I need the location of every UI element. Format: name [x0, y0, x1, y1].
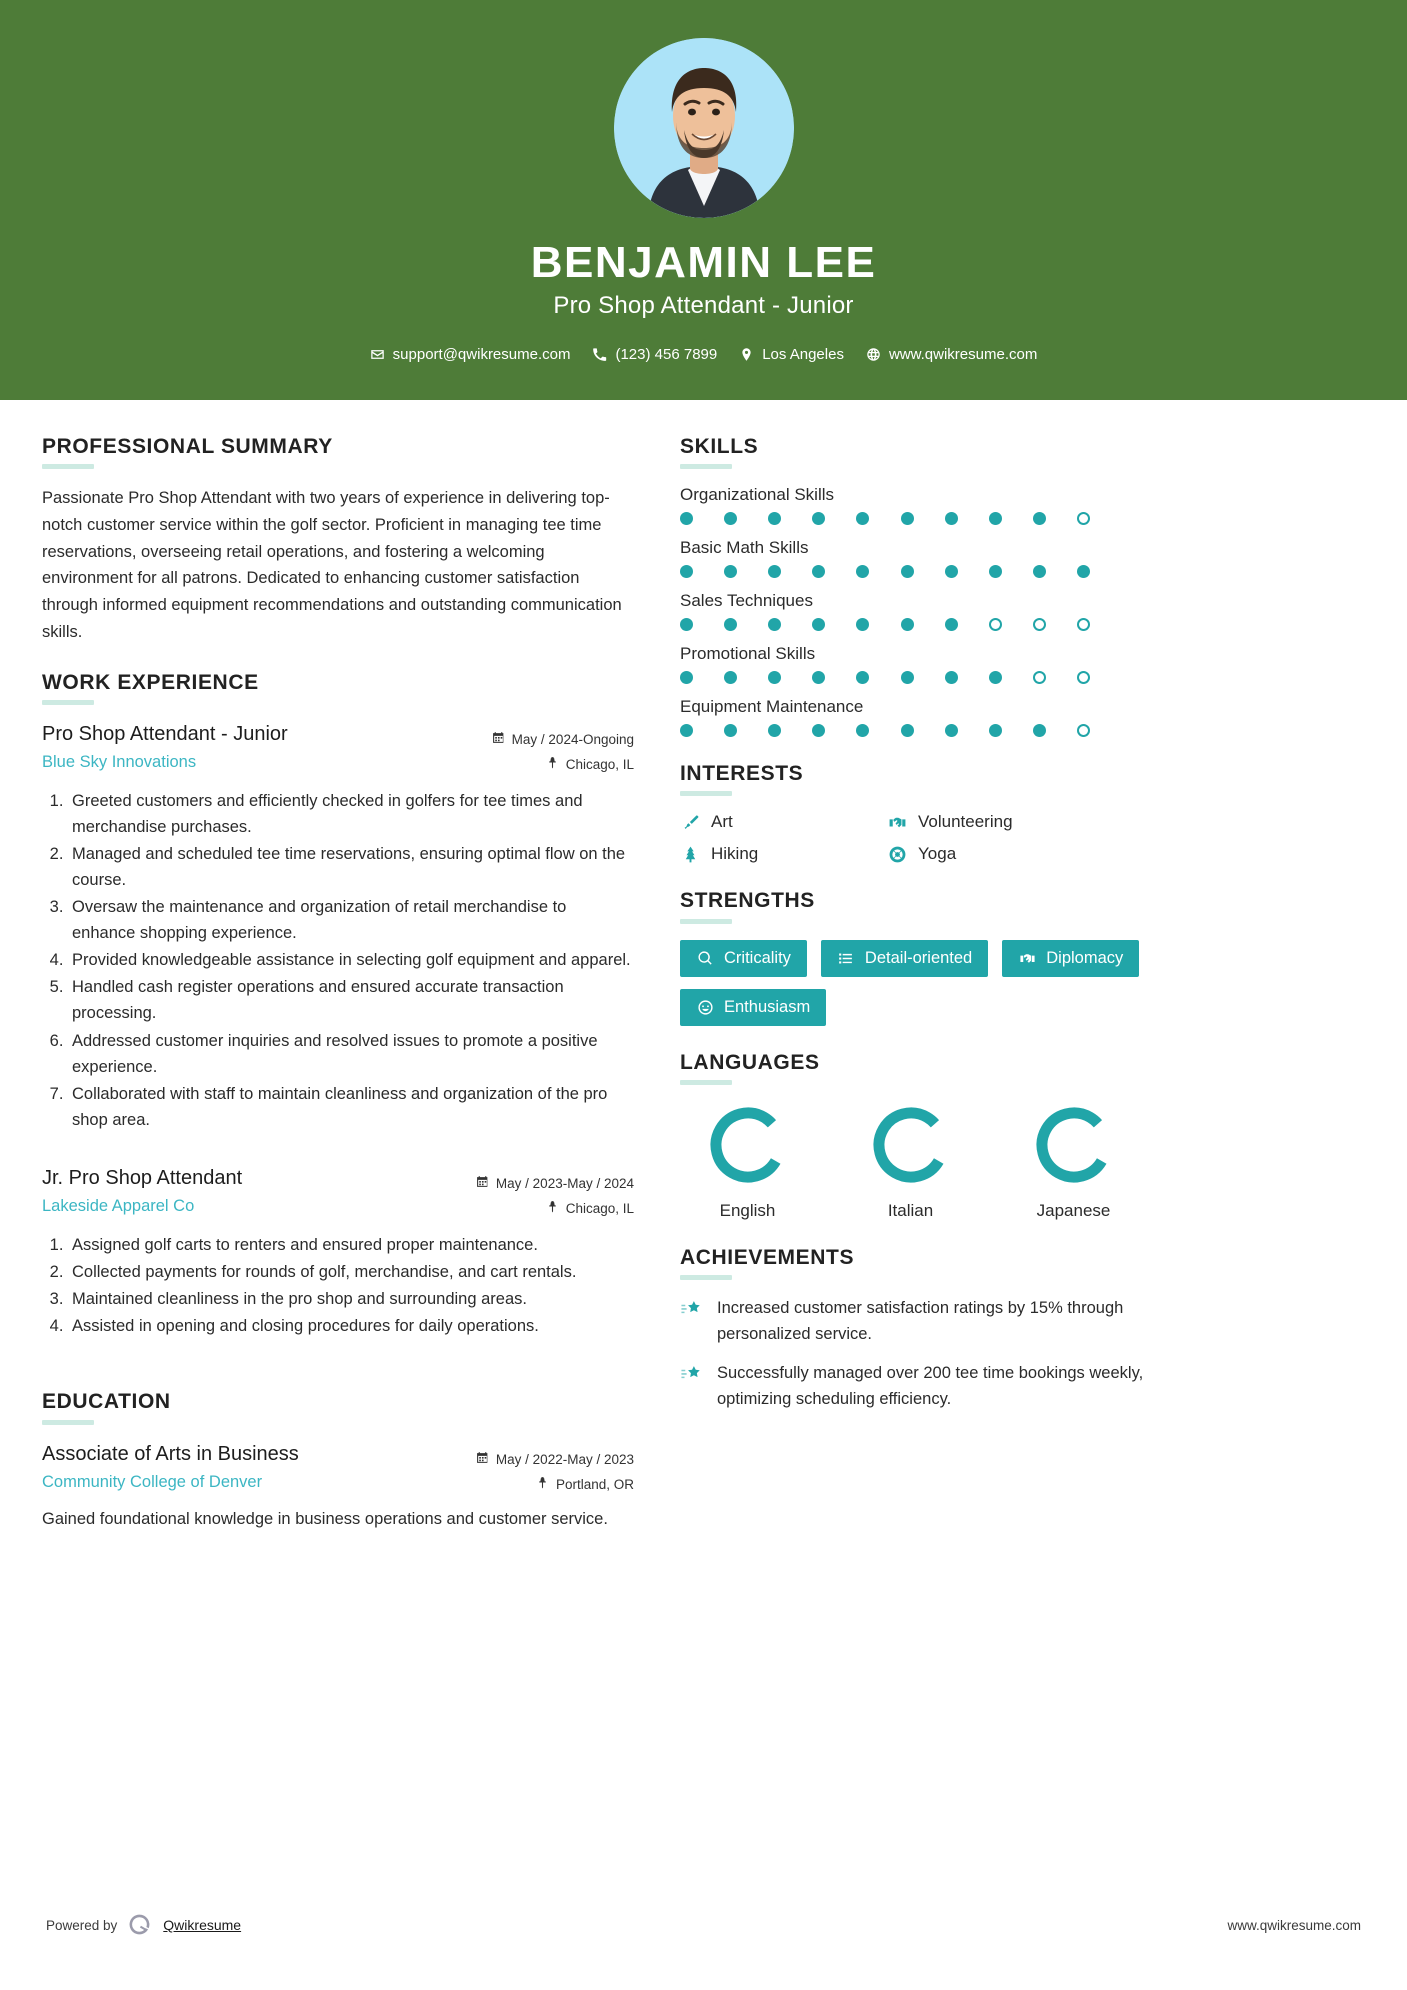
skill-rating-dot	[1033, 565, 1046, 578]
avatar	[614, 38, 794, 218]
education-dates: May / 2022-May / 2023	[495, 1451, 634, 1467]
qwikresume-logo-icon	[127, 1912, 153, 1938]
section-rule	[680, 919, 732, 924]
skill-rating-dot	[989, 724, 1002, 737]
skill-rating-dot	[901, 512, 914, 525]
language-label: English	[719, 1200, 776, 1220]
contact-location-text: Los Angeles	[762, 346, 844, 364]
education-entry	[42, 1441, 634, 1533]
achievement-text: Successfully managed over 200 tee time bookings weekly, optimizing scheduling efficiency.	[717, 1364, 1144, 1408]
work-organization[interactable]: Lakeside Apparel Co	[42, 1196, 195, 1215]
skill-rating-dot	[768, 512, 781, 525]
skill-rating-dot	[856, 671, 869, 684]
education-entry-left	[42, 1441, 476, 1494]
skill-rating-dot	[768, 565, 781, 578]
interest-label: Volunteering	[918, 812, 1013, 832]
skill-rating-dot	[901, 565, 914, 578]
skill-rating-dot	[812, 512, 825, 525]
section-title-strengths: STRENGTHS	[680, 889, 815, 913]
work-dates: May / 2024-Ongoing	[511, 731, 634, 747]
skill-rating-dot	[724, 618, 737, 631]
skill-rating-dot	[1077, 724, 1090, 737]
education-degree: Associate of Arts in Business	[42, 1442, 299, 1465]
skill-rating-dot	[724, 512, 737, 525]
skill-rating-dot	[680, 671, 693, 684]
handshake-icon	[887, 812, 907, 832]
work-dates: May / 2023-May / 2024	[495, 1175, 634, 1191]
section-achievements	[680, 1245, 1205, 1412]
skill-rating-dot	[856, 512, 869, 525]
work-bullet: 5. Handled cash register operations and ensured accurate transaction processing.	[68, 974, 634, 1026]
skill-rating-dot	[989, 618, 1002, 631]
work-entry-head	[42, 721, 634, 778]
skill-rating-dot	[1033, 512, 1046, 525]
interest-item	[887, 844, 1205, 864]
strength-label: Enthusiasm	[724, 997, 811, 1016]
pin-icon	[546, 752, 559, 778]
work-entry	[42, 1165, 634, 1340]
section-rule	[42, 464, 94, 469]
map-pin-icon	[739, 347, 754, 362]
strength-label: Detail-oriented	[864, 948, 973, 967]
section-rule	[42, 700, 94, 705]
globe-icon	[866, 347, 881, 362]
skill-name: Promotional Skills	[680, 644, 816, 664]
skill-name: Organizational Skills	[680, 485, 835, 505]
section-title-work: WORK EXPERIENCE	[42, 670, 259, 694]
work-location-line	[492, 752, 634, 778]
phone-icon	[592, 347, 607, 362]
language-donut-chart	[704, 1101, 792, 1189]
work-bullet: 7. Collaborated with staff to maintain cleanliness and organization of the pro shop area.	[68, 1081, 634, 1133]
work-location: Chicago, IL	[565, 1201, 634, 1217]
work-bullet: 2. Managed and scheduled tee time reservations, ensuring optimal flow on the course.	[68, 841, 634, 893]
work-role: Jr. Pro Shop Attendant	[42, 1166, 243, 1189]
skill-rating-dot	[724, 565, 737, 578]
strength-chip-enthusiasm	[680, 989, 826, 1026]
section-title-languages: LANGUAGES	[680, 1050, 820, 1074]
skill-rating-dot	[680, 618, 693, 631]
interest-item	[887, 812, 1205, 832]
skill-rating-dot	[812, 618, 825, 631]
avatar-photo	[614, 38, 794, 218]
skill-name: Sales Techniques	[680, 591, 813, 611]
pin-icon	[536, 1472, 549, 1498]
skill-block	[680, 538, 1205, 578]
work-bullet: 2. Collected payments for rounds of golf, merchandise, and cart rentals.	[68, 1259, 634, 1285]
contact-phone[interactable]	[586, 346, 723, 363]
education-location: Portland, OR	[555, 1477, 634, 1493]
right-column	[680, 434, 1205, 1556]
strength-label: Criticality	[724, 948, 791, 967]
entry-spacer	[42, 1139, 634, 1165]
strength-chip-detail-oriented	[821, 940, 988, 977]
work-bullet: 4. Provided knowledgeable assistance in selecting golf equipment and apparel.	[68, 947, 634, 973]
section-title-interests: INTERESTS	[680, 762, 804, 786]
skill-rating-dot	[680, 724, 693, 737]
interest-label: Art	[711, 812, 733, 832]
skill-name: Equipment Maintenance	[680, 697, 864, 717]
footer	[0, 1912, 1407, 1938]
work-bullet: 1. Greeted customers and efficiently checked in golfers for tee times and merchandise purchases.	[68, 788, 634, 840]
calendar-icon	[492, 727, 505, 753]
skill-rating-dot	[680, 512, 693, 525]
resume-header	[0, 0, 1407, 400]
work-bullet: 4. Assisted in opening and closing procedures for daily operations.	[68, 1313, 634, 1339]
smiley-icon	[696, 998, 714, 1016]
interests-grid	[680, 812, 1205, 864]
work-bullet: 1. Assigned golf carts to renters and ensured proper maintenance.	[68, 1232, 634, 1258]
skill-rating-dot	[812, 671, 825, 684]
section-title-education: EDUCATION	[42, 1390, 171, 1414]
skill-rating-dot	[1077, 565, 1090, 578]
education-dates-line	[476, 1447, 634, 1473]
section-languages	[680, 1050, 1205, 1221]
interest-item	[680, 844, 887, 864]
section-rule	[680, 1080, 732, 1085]
interest-label: Yoga	[918, 844, 957, 864]
contact-website[interactable]	[860, 346, 1043, 363]
contact-website-text: www.qwikresume.com	[888, 346, 1038, 364]
skill-rating-row	[680, 724, 1090, 737]
skill-rating-dot	[680, 565, 693, 578]
skill-block	[680, 644, 1205, 684]
skill-rating-dot	[901, 671, 914, 684]
summary-text: Passionate Pro Shop Attendant with two years of experience in delivering top-notch customer service within the golf sector. Proficient in managing tee time reservations, overseeing retail operations, and fostering a welcoming environment for all patrons. Dedicated to enhancing customer satisfaction through informed equipment recommendations and outstanding communication skills.	[42, 489, 622, 641]
skill-block	[680, 697, 1205, 737]
work-entry-meta	[492, 721, 634, 778]
work-bullet: 6. Addressed customer inquiries and resolved issues to promote a positive experience.	[68, 1028, 634, 1080]
strength-chip-criticality	[680, 940, 807, 977]
achievement-item	[680, 1296, 1205, 1347]
interest-item	[680, 812, 887, 832]
section-education	[42, 1389, 634, 1532]
skill-rating-dot	[945, 671, 958, 684]
skill-block	[680, 591, 1205, 631]
section-title-summary: PROFESSIONAL SUMMARY	[42, 435, 333, 458]
footer-powered-by: Powered by	[46, 1917, 118, 1933]
section-professional-summary	[42, 434, 634, 646]
skill-rating-dot	[856, 618, 869, 631]
skill-rating-dot	[945, 565, 958, 578]
contact-phone-text: (123) 456 7899	[615, 346, 718, 364]
skill-rating-dot	[901, 618, 914, 631]
paintbrush-icon	[680, 812, 700, 832]
skill-rating-dot	[901, 724, 914, 737]
tree-icon	[680, 844, 700, 864]
skill-rating-row	[680, 618, 1090, 631]
section-title-skills: SKILLS	[680, 435, 759, 458]
work-entry-meta	[476, 1165, 634, 1222]
skill-block	[680, 485, 1205, 525]
skill-rating-dot	[1033, 671, 1046, 684]
handshake-icon	[1018, 949, 1036, 967]
work-bullet: 3. Oversaw the maintenance and organization of retail merchandise to enhance shopping experience.	[68, 894, 634, 946]
work-location: Chicago, IL	[565, 757, 634, 773]
skill-rating-row	[680, 671, 1090, 684]
skill-rating-dot	[812, 565, 825, 578]
work-organization[interactable]: Blue Sky Innovations	[42, 752, 197, 771]
footer-website[interactable]: www.qwikresume.com	[1227, 1917, 1361, 1933]
section-title-achievements: ACHIEVEMENTS	[680, 1245, 855, 1269]
work-dates-line	[492, 727, 634, 753]
skill-rating-dot	[812, 724, 825, 737]
work-bullet: 3. Maintained cleanliness in the pro shop and surrounding areas.	[68, 1286, 634, 1312]
language-item	[680, 1101, 815, 1221]
strength-chip-diplomacy	[1002, 940, 1139, 977]
achievement-item	[680, 1361, 1205, 1412]
skill-rating-dot	[856, 565, 869, 578]
skill-rating-dot	[768, 618, 781, 631]
skills-list	[680, 485, 1205, 737]
pin-icon	[546, 1196, 559, 1222]
section-rule	[42, 1420, 94, 1425]
skill-rating-row	[680, 512, 1090, 525]
education-entry-meta	[476, 1441, 634, 1498]
section-rule	[680, 1275, 732, 1280]
work-entry-head	[42, 1165, 634, 1222]
star-badge-icon	[680, 1298, 704, 1322]
skill-rating-dot	[945, 618, 958, 631]
language-donut-chart	[867, 1101, 955, 1189]
skill-rating-dot	[768, 671, 781, 684]
envelope-icon	[370, 347, 385, 362]
list-icon	[837, 949, 855, 967]
skill-rating-dot	[1033, 724, 1046, 737]
work-entry	[42, 721, 634, 1133]
language-donut-chart	[1030, 1101, 1118, 1189]
achievement-text: Increased customer satisfaction ratings by 15% through personalized service.	[717, 1298, 1124, 1343]
contact-location[interactable]	[733, 346, 850, 363]
skill-rating-dot	[989, 671, 1002, 684]
contact-email[interactable]	[364, 346, 577, 363]
header-job-title: Pro Shop Attendant - Junior	[553, 292, 854, 320]
skill-rating-dot	[945, 724, 958, 737]
work-entry-left	[42, 721, 492, 774]
language-item	[843, 1101, 978, 1221]
work-role: Pro Shop Attendant - Junior	[42, 722, 288, 745]
page-title: BENJAMIN LEE	[530, 238, 877, 287]
interest-label: Hiking	[711, 844, 759, 864]
strength-label: Diplomacy	[1046, 948, 1124, 967]
work-location-line	[476, 1196, 634, 1222]
skill-rating-dot	[724, 724, 737, 737]
section-interests	[680, 761, 1205, 864]
education-location-line	[476, 1472, 634, 1498]
section-work-experience	[42, 670, 634, 1340]
language-label: Italian	[887, 1200, 934, 1220]
work-bullets	[42, 788, 634, 1133]
skill-rating-row	[680, 565, 1090, 578]
entry-spacer	[42, 1363, 634, 1389]
star-badge-icon	[680, 1363, 704, 1387]
skill-rating-dot	[856, 724, 869, 737]
language-label: Japanese	[1036, 1200, 1111, 1220]
contact-email-text: support@qwikresume.com	[392, 346, 571, 364]
skill-rating-dot	[989, 565, 1002, 578]
left-column	[42, 434, 634, 1556]
education-organization[interactable]: Community College of Denver	[42, 1472, 263, 1491]
education-description: Gained foundational knowledge in business operations and customer service.	[42, 1509, 608, 1528]
skill-rating-dot	[945, 512, 958, 525]
calendar-icon	[476, 1171, 489, 1197]
skill-rating-dot	[1077, 671, 1090, 684]
skill-rating-dot	[1077, 618, 1090, 631]
skill-rating-dot	[768, 724, 781, 737]
section-rule	[680, 464, 732, 469]
education-entry-head	[42, 1441, 634, 1498]
work-dates-line	[476, 1171, 634, 1197]
language-item	[1006, 1101, 1141, 1221]
calendar-icon	[476, 1447, 489, 1473]
lifebuoy-icon	[887, 844, 907, 864]
footer-left	[46, 1912, 241, 1938]
contact-row	[0, 346, 1407, 363]
section-rule	[680, 791, 732, 796]
work-bullets	[42, 1232, 634, 1339]
section-strengths	[680, 888, 1205, 1025]
strengths-list	[680, 940, 1205, 1026]
skill-rating-dot	[1077, 512, 1090, 525]
skill-rating-dot	[1033, 618, 1046, 631]
skill-rating-dot	[989, 512, 1002, 525]
resume-body	[0, 400, 1407, 1556]
skill-name: Basic Math Skills	[680, 538, 809, 558]
footer-brand-link[interactable]: Qwikresume	[163, 1917, 242, 1933]
languages-row	[680, 1101, 1205, 1221]
magnifier-icon	[696, 949, 714, 967]
work-entry-left	[42, 1165, 476, 1218]
section-skills	[680, 434, 1205, 737]
skill-rating-dot	[724, 671, 737, 684]
